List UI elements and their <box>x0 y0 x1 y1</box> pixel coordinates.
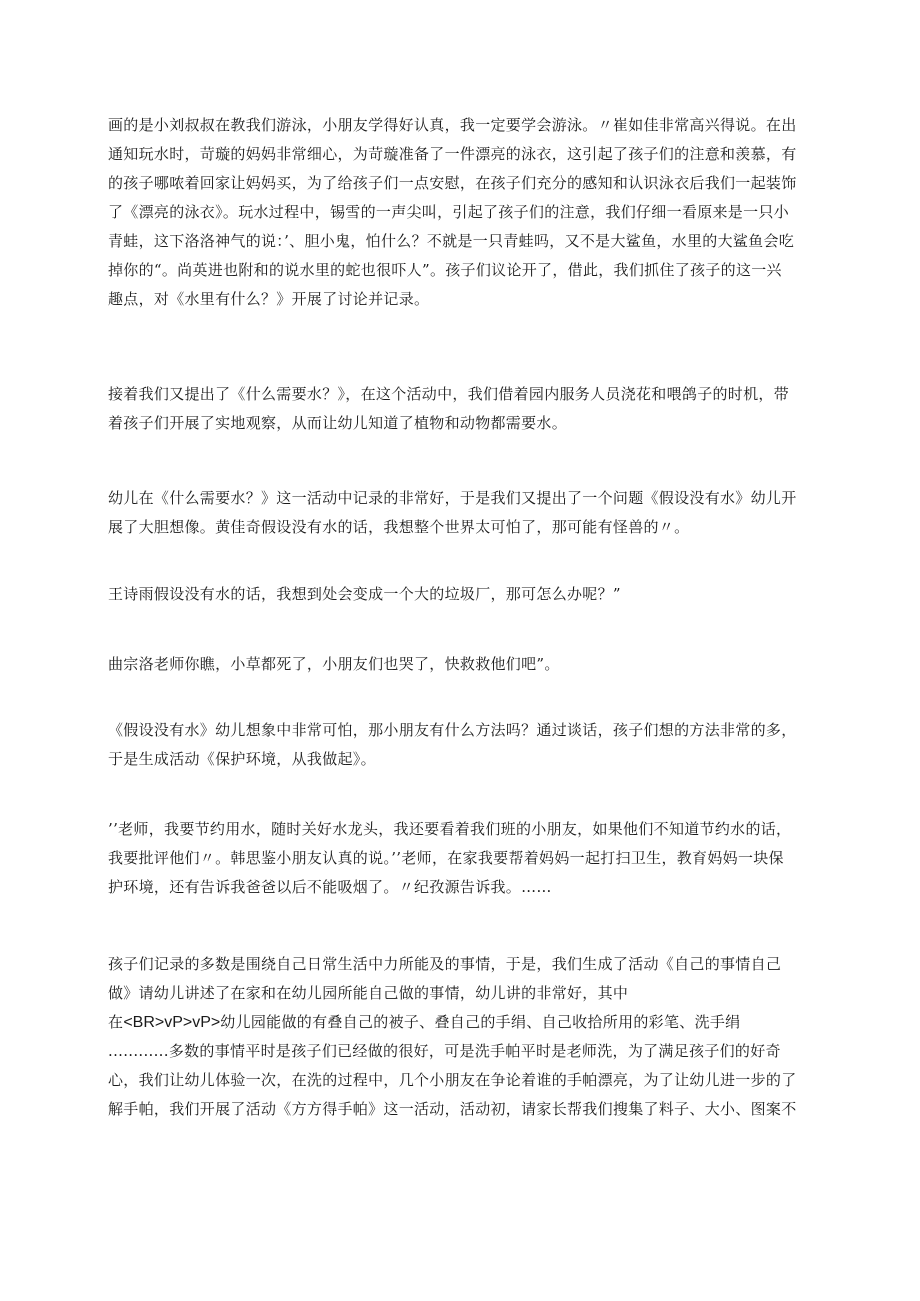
paragraph-own-things <box>108 950 797 1124</box>
paragraph-swimming <box>108 111 797 314</box>
text-line: ’’老师，我要节约用水，随时关好水龙头，我还要看着我们班的小朋友，如果他们不知道节约水的话， <box>108 820 792 838</box>
paragraph-grass-quote <box>108 650 788 679</box>
text-line: 《假设没有水》幼儿想象中非常可怕，那小朋友有什么方法吗？通过谈话，孩子们想的方法非常的多， <box>108 721 797 739</box>
text-line: 青蛙，这下洛洛神气的说：’、胆小鬼，怕什么？不就是一只青蛙吗，又不是大鲨鱼，水里的大鲨鱼会吃 <box>108 232 795 250</box>
text-line: 心，我们让幼儿体验一次，在洗的过程中，几个小朋友在争论着谁的手帕漂亮，为了让幼儿进一步的了 <box>108 1071 797 1089</box>
text-line: 的孩子哪哝着回家让妈妈买，为了给孩子们一点安慰，在孩子们充分的感知和认识泳衣后我们一起装饰 <box>108 174 797 192</box>
paragraph-save-water-quotes <box>108 815 792 902</box>
line-prefix: 在 <box>108 1013 124 1031</box>
paragraph-protect-environment <box>108 716 797 774</box>
text-line: 做》请幼儿讲述了在家和在幼儿园所能自己做的事情，幼儿讲的非常好，其中 <box>108 984 629 1002</box>
text-line: ............多数的事情平时是孩子们已经做的很好，可是洗手帕平时是老师洗，为了满足孩子们的好奇 <box>108 1042 781 1060</box>
paragraph-garbage-quote <box>108 580 788 609</box>
text-line: 幼儿在《什么需要水？》这一活动中记录的非常好，于是我们又提出了一个问题《假设没有水》幼儿开 <box>108 489 797 507</box>
text-line: 王诗雨假设没有水的话，我想到处会变成一个大的垃圾厂，那可怎么办呢？” <box>108 585 621 603</box>
text-line: 了《漂亮的泳衣》。玩水过程中，锡雪的一声尖叫，引起了孩子们的注意，我们仔细一看原来是一只小 <box>108 203 790 221</box>
text-line: 展了大胆想像。黄佳奇假设没有水的话，我想整个世界太可怕了，那可能有怪兽的〃。 <box>108 518 690 536</box>
paragraph-what-needs-water <box>108 380 788 438</box>
text-line: 接着我们又提出了《什么需要水？》，在这个活动中，我们借着园内服务人员浇花和喂鸽子的时机，带 <box>108 385 790 403</box>
text-line: 于是生成活动《保护环境，从我做起》。 <box>108 750 376 768</box>
markup-fragment: <BR>vP>vP> <box>123 1014 221 1031</box>
text-line: 着孩子们开展了实地观察，从而让幼儿知道了植物和动物都需要水。 <box>108 414 568 432</box>
text-line: 趣点，对《水里有什么？》开展了讨论并记录。 <box>108 290 430 308</box>
text-line: 解手帕，我们开展了活动《方方得手帕》这一活动，活动初，请家长帮我们搜集了料子、大小、图案不 <box>108 1100 797 1118</box>
text-line: 我要批评他们〃。韩思鉴小朋友认真的说。’’老师，在家我要帮着妈妈一起打扫卫生，教育妈妈一块保 <box>108 849 784 867</box>
text-line: 掉你的“。尚英进也附和的说水里的蛇也很吓人”。孩子们议论开了，借此，我们抓住了孩子的这一兴 <box>108 261 782 279</box>
text-line: 护环境，还有告诉我爸爸以后不能吸烟了。〃纪孜源告诉我。…… <box>108 878 552 896</box>
text-line: 画的是小刘叔叔在教我们游泳，小朋友学得好认真，我一定要学会游泳。〃崔如佳非常高兴得说。在出 <box>108 116 797 134</box>
text-line: 孩子们记录的多数是围绕自己日常生活中力所能及的事情，于是，我们生成了活动《自己的事情自己 <box>108 955 782 973</box>
line-suffix: 幼儿园能做的有叠自己的被子、叠自己的手绢、自己收拾所用的彩笔、洗手绢 <box>220 1013 741 1031</box>
paragraph-no-water-imagination <box>108 484 797 542</box>
text-line: 通知玩水时，苛璇的妈妈非常细心，为苛璇准备了一件漂亮的泳衣，这引起了孩子们的注意和羡慕，有 <box>108 145 797 163</box>
text-line: 曲宗洛老师你瞧，小草都死了，小朋友们也哭了，快救救他们吧”。 <box>108 655 560 673</box>
mixed-text-line <box>108 1008 788 1037</box>
